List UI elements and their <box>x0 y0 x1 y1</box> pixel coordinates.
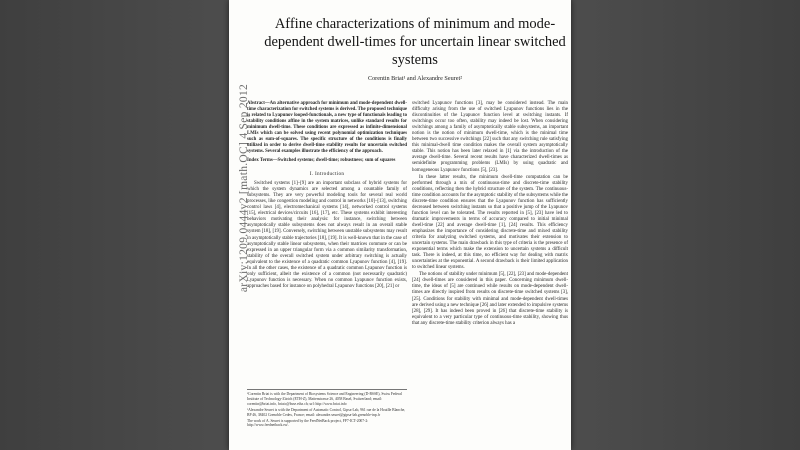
footnote-funding: The work of A. Seuret is supported by the FeedNetBack project, FP7-ICT-2007-2: http://www.feednetback.eu/. <box>247 418 369 428</box>
index-terms: Index Terms—Switched systems; dwell-time; robustness; sum of squares <box>247 158 396 163</box>
footnote-author-1: ¹Corentin Briat is with the Department of Biosystems Science and Engineering (D-BSSE), Swiss Federal Institute of Technology-Zürich (ETH-Z), Mattenstrasse 26, 4058 Basel, Switzerland; email: corentin@briat.info, briatc@bsse.ethz.ch; url: http://www.briat.info <box>247 392 402 406</box>
abstract: Abstract—An alternative approach for minimum and mode-dependent dwell-time characterization for switched systems is derived. The proposed technique is related to Lyapunov looped-functionals, a new type of functionals leading to stability conditions affine in the system matrices, unlike standard results for minimum dwell-time. These conditions are expressed as infinite-dimensional LMIs which can be solved using recent polynomial optimization techniques such as sum-of-squares. The specific structure of the conditions is finally utilized in order to derive dwell-time stability results for uncertain switched systems. Several examples illustrate the efficiency of the approach. <box>247 101 407 154</box>
paper-title: Affine characterizations of minimum and mode-dependent dwell-times for uncertain linear switched systems <box>264 16 566 68</box>
footnote-author-2: ²Alexandre Seuret is with the Department of Automatic Control, Gipsa-Lab, 961 rue de la Houille Blanche, BP 46, 38402 Grenoble Cedex, France; email: alexandre.seuret@gipsa-lab.grenoble-inp.fr <box>247 407 406 417</box>
right-paragraph: switched Lyapunov functions [3], may be considered instead. The main difficulty arising from the use of switched Lyapunov functions lies in the discontinuities of the Lyapunov function level at switching instants. If switchings occur too often, stability may indeed be lost. When considering switchings among a family of asymptotically stable subsystems, an important notion is the notion of minimum dwell-time, which is the minimal time between two successive switchings [22] such that any switching rule satisfying this minimal-dwell time condition makes the overall system asymptotically stable. This notion has been later relaxed in [1] via the introduction of the average dwell-time. Several recent results have characterized dwell-times as semidefinite programming problems (LMIs) by using quadratic and homogeneous Lyapunov functions [5], [23]. <box>412 101 568 173</box>
pdf-page <box>229 0 571 450</box>
right-paragraph: The notions of stability under minimum [5], [22], [23] and mode-dependent [24] dwell-times are considered in this paper. Concerning minimum dwell-time, the ideas of [5] are continued while results on mode-dependent dwell-times are directly inspired from results on discrete-time switched systems [3], [25]. Conditions for stability with minimal and mode-dependent dwell-times are derived using a new technique [26] and later extended to impulsive systems [28], [29]. It has indeed been proved in [26] that discrete-time stability is equivalent to a very particular type of continuous-time stability, showing thus that any discrete-time stability criterion always has a <box>412 272 568 326</box>
arxiv-identifier-stamp: arXiv:1209.0444v2 [math.OC] 4 Sep 2012 <box>238 83 250 293</box>
right-paragraph: In these latter results, the minimum dwell-time computation can be performed through a mix of continuous-time and discrete-time stability conditions, reflecting then the hybrid structure of the system. The continuous-time condition accounts for the asymptotic stability of the subsystems while the discrete-time condition ensures that the Lyapunov function has sufficiently decreased between switching instants so that a positive jump of the Lyapunov function level can be tolerated. The results reported in [5], [23] have led to dramatic improvements in terms of accuracy compared to initial minimal dwell-time [22] and average dwell-time [1], [24] results. This efficiency emphasizes the importance of considering discrete-time and mixed stability criteria for analyzing switched systems, and motivates their extension to uncertain systems. The main drawback in this type of criteria is the presence of exponential terms which make the extension to uncertain systems a difficult task. There is indeed, at this time, no efficient way for dealing with matrix uncertainties at the exponential. A second drawback is their limited application to switched linear systems. <box>412 174 568 271</box>
left-paragraph: Switched systems [1]–[9] are an important subclass of hybrid systems for which the system dynamics are selected among a countable family of subsystems. They are very powerful modeling tools for several real world processes, like congestion modeling and control in networks [10]–[13], switching control laws [4], electromechanical systems [14], networked control systems [15], electrical devices/circuits [16], [17], etc. These systems exhibit interesting behaviors motivating their analysis: for instance, switching between asymptotically stable subsystems does not always result in an overall stable system [18], [19]. Conversely, switching between unstable subsystems may result in asymptotically stable trajectories [18], [19]. It is well-known that in the case of asymptotically stable linear subsystems, when their matrices commute or can be expressed in an upper triangular form via a common similarity transformation, stability of the overall switched system under arbitrary switching is actually equivalent to the existence of a quadratic common Lyapunov function [4], [19]. In all the other cases, the existence of a quadratic common Lyapunov function is only sufficient, albeit the existence of a common (not necessarily quadratic) Lyapunov function is necessary. When no common Lyapunov function exists, approaches based for instance on polyhedral Lyapunov functions [20], [21] or <box>247 181 407 289</box>
footnotes <box>247 389 407 429</box>
section-heading-introduction: I. Introduction <box>309 171 345 178</box>
right-column <box>412 101 568 327</box>
left-column <box>247 101 407 290</box>
paper-authors: Corentin Briat¹ and Alexandre Seuret² <box>367 75 463 82</box>
